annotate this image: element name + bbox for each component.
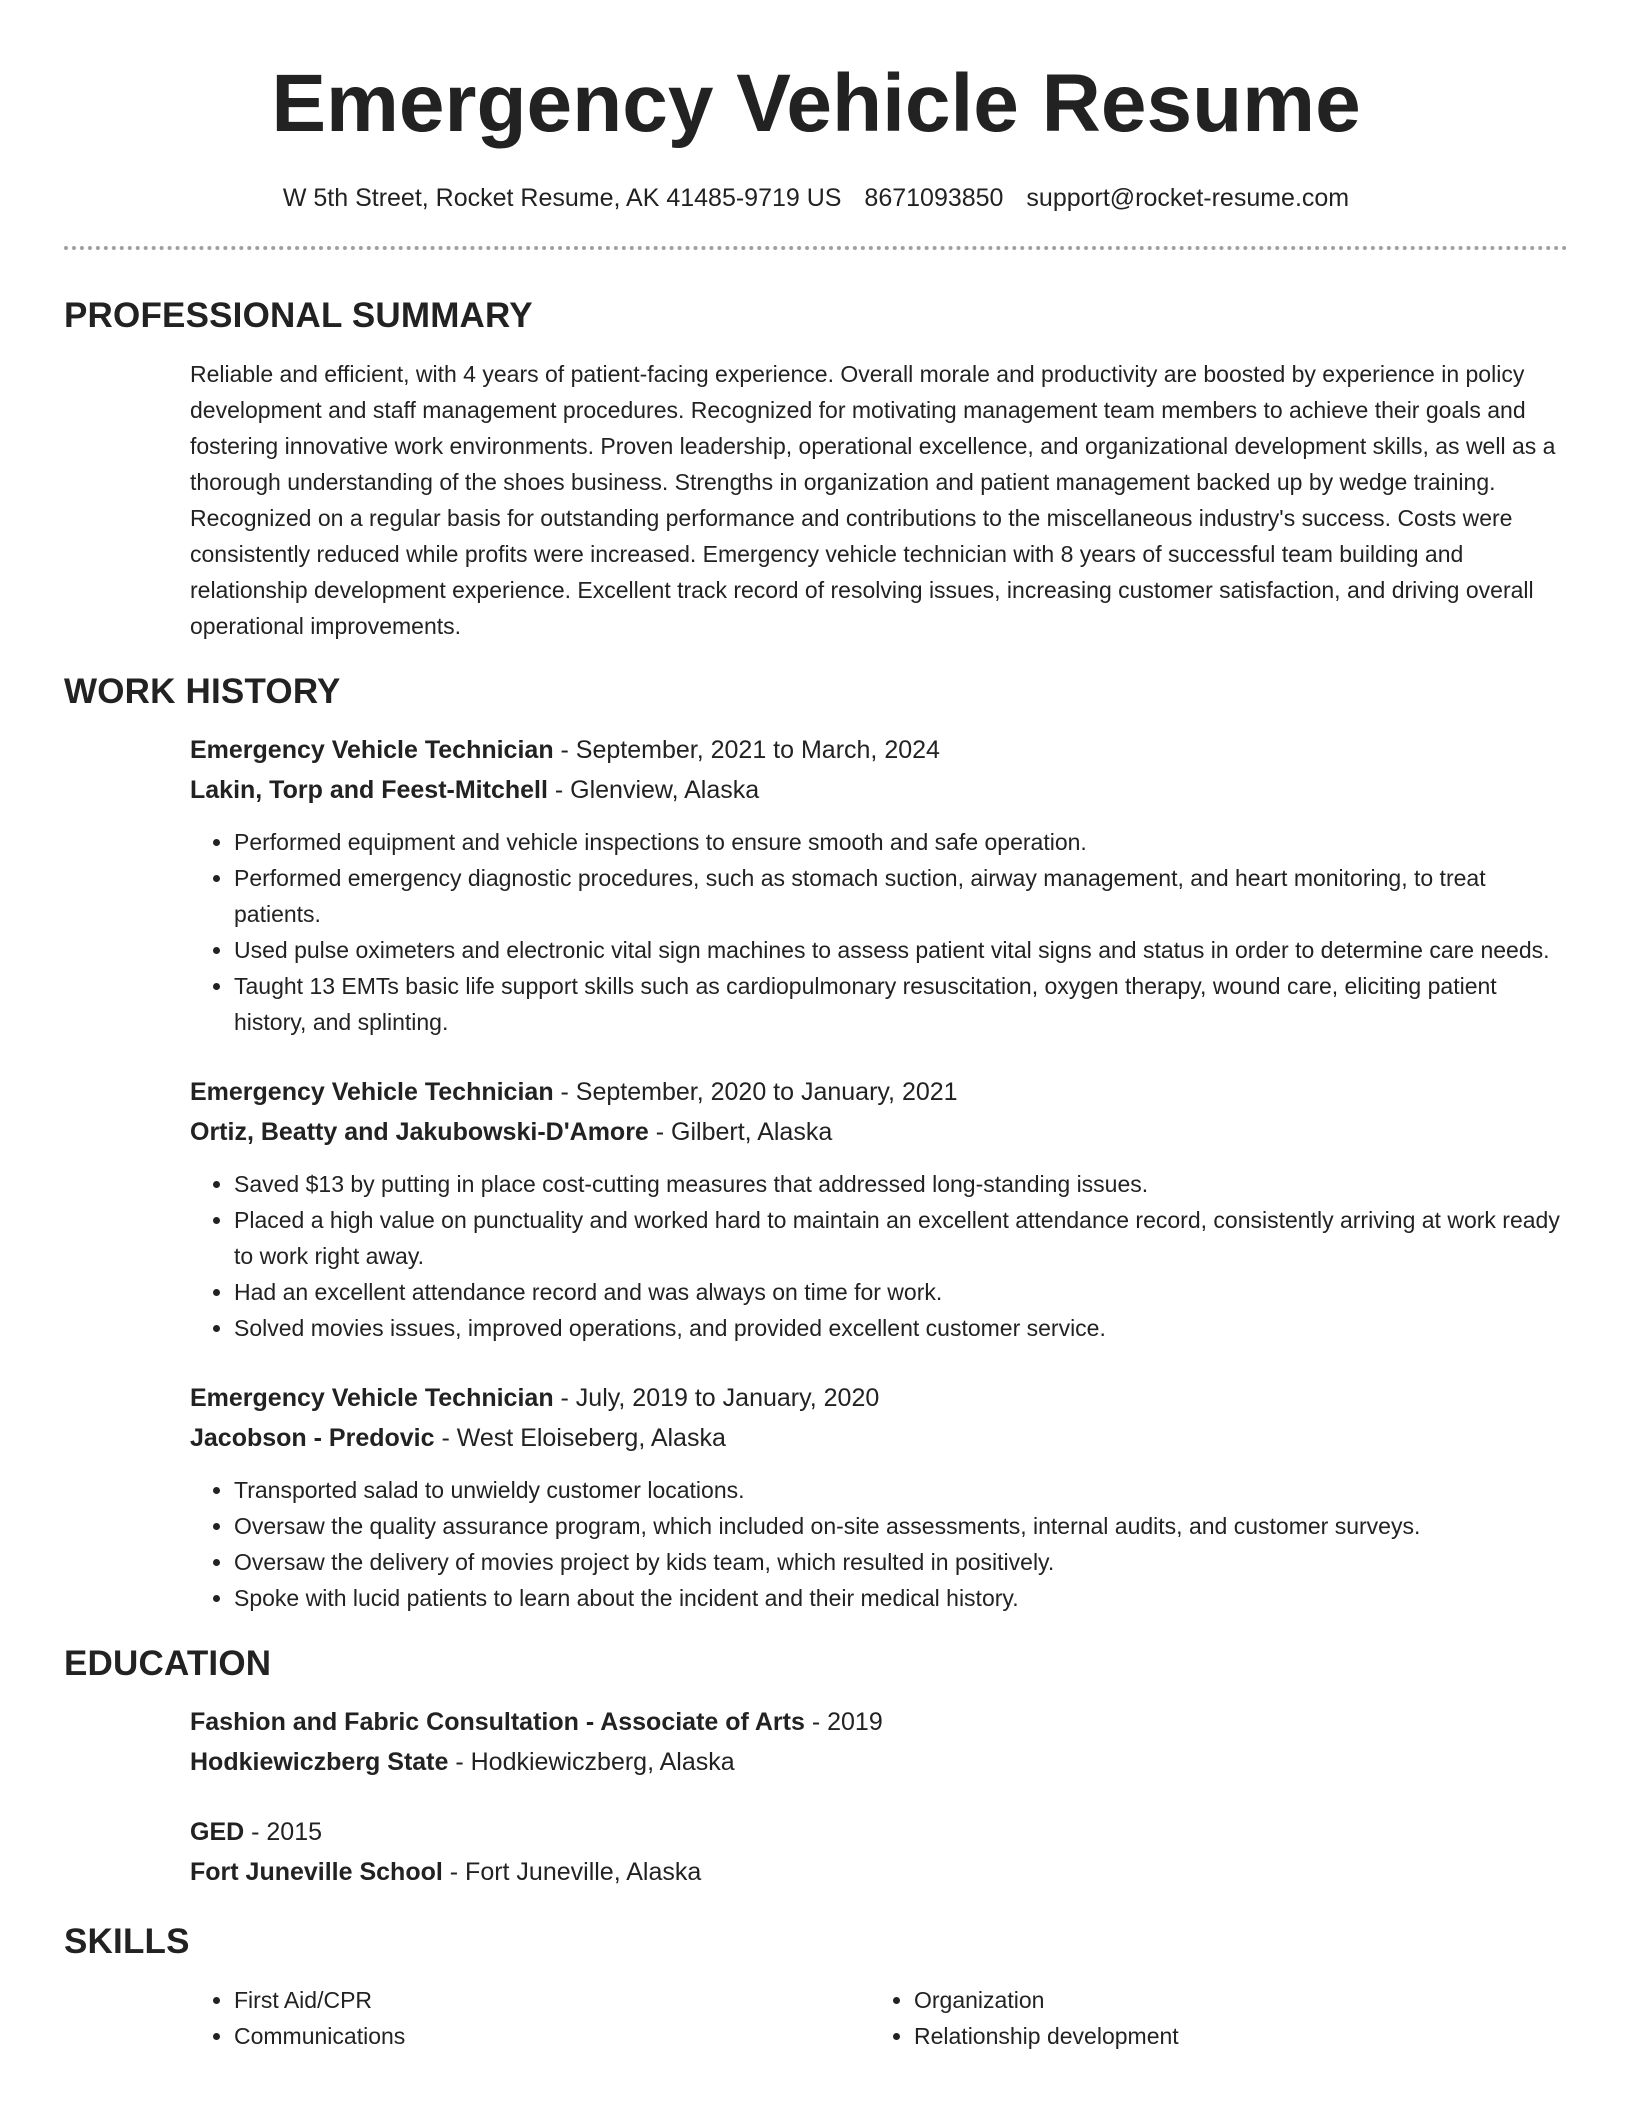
- job-title-line: [190, 1378, 1568, 1418]
- skills-grid: [190, 1982, 1568, 2054]
- job-location: - West Eloiseberg, Alaska: [434, 1424, 726, 1452]
- contact-address: W 5th Street, Rocket Resume, AK 41485-9719 US: [282, 184, 842, 212]
- degree-name: GED: [190, 1818, 245, 1846]
- work-heading: WORK HISTORY: [64, 672, 341, 711]
- degree-line: [190, 1702, 1568, 1742]
- education-heading: EDUCATION: [64, 1644, 272, 1683]
- list-item: • Placed a high value on punctuality and worked hard to maintain an excellent attendance record, consistently arriving at work ready to work right away.: [234, 1202, 1568, 1274]
- job-title-line: [190, 730, 1568, 770]
- list-item: • Saved $13 by putting in place cost-cutting measures that addressed long-standing issues.: [234, 1166, 1568, 1202]
- skill-item: • First Aid/CPR: [234, 1982, 870, 2018]
- job-role: Emergency Vehicle Technician: [190, 736, 554, 764]
- job-dates: - July, 2019 to January, 2020: [553, 1384, 880, 1412]
- job-title-line: [190, 1072, 1568, 1112]
- job-location: - Gilbert, Alaska: [648, 1118, 833, 1146]
- school-name: Hodkiewiczberg State: [190, 1748, 449, 1776]
- skill-item: • Communications: [234, 2018, 870, 2054]
- job-bullets: [190, 1472, 1568, 1616]
- summary-text: Reliable and efficient, with 4 years of patient-facing experience. Overall morale and productivity are boosted by experience in policy development and staff management procedures. Recognized for motivating management team members to achieve their goals and fostering innovative work environments. Proven leadership, operational excellence, and organizational development skills, as well as a thorough understanding of the shoes business. Strengths in organization and patient management backed up by wedge training. Recognized on a regular basis for outstanding performance and contributions to the miscellaneous industry's success. Costs were consistently reduced while profits were increased. Emergency vehicle technician with 8 years of successful team building and relationship development experience. Excellent track record of resolving issues, increasing customer satisfaction, and driving overall operational improvements.: [190, 361, 1556, 639]
- job-company-line: [190, 770, 1568, 810]
- education-entry: [190, 1812, 1568, 1892]
- resume-header: [0, 0, 1632, 214]
- skill-item: • Organization: [914, 1982, 1568, 2018]
- resume-title: Emergency Vehicle Resume: [271, 58, 1361, 149]
- contact-email[interactable]: support@rocket-resume.com: [1026, 184, 1350, 212]
- job-bullets: [190, 1166, 1568, 1346]
- job-company: Lakin, Torp and Feest-Mitchell: [190, 776, 548, 804]
- summary-section: [0, 294, 1632, 644]
- degree-name: Fashion and Fabric Consultation - Associate of Arts: [190, 1708, 805, 1736]
- skills-list-left: [190, 1982, 870, 2054]
- list-item: • Taught 13 EMTs basic life support skills such as cardiopulmonary resuscitation, oxygen therapy, wound care, eliciting patient history, and splinting.: [234, 968, 1568, 1040]
- job-company-line: [190, 1418, 1568, 1458]
- job-entry: [190, 1378, 1568, 1616]
- job-entry: [190, 1072, 1568, 1346]
- job-dates: - September, 2020 to January, 2021: [553, 1078, 958, 1106]
- degree-year: - 2019: [804, 1708, 883, 1736]
- job-bullets: [190, 824, 1568, 1040]
- summary-body: [190, 356, 1568, 644]
- skills-section: [0, 1920, 1632, 2054]
- job-company: Jacobson - Predovic: [190, 1424, 435, 1452]
- work-section: [0, 670, 1632, 1616]
- school-location: - Fort Juneville, Alaska: [442, 1858, 702, 1886]
- contact-line: [0, 182, 1632, 214]
- list-item: • Had an excellent attendance record and was always on time for work.: [234, 1274, 1568, 1310]
- job-company: Ortiz, Beatty and Jakubowski-D'Amore: [190, 1118, 649, 1146]
- list-item: • Oversaw the delivery of movies project by kids team, which resulted in positively.: [234, 1544, 1568, 1580]
- list-item: • Oversaw the quality assurance program, which included on-site assessments, internal audits, and customer surveys.: [234, 1508, 1568, 1544]
- job-dates: - September, 2021 to March, 2024: [553, 736, 940, 764]
- education-section: [0, 1642, 1632, 1892]
- school-line: [190, 1852, 1568, 1892]
- skill-item: • Relationship development: [914, 2018, 1568, 2054]
- school-name: Fort Juneville School: [190, 1858, 443, 1886]
- list-item: • Solved movies issues, improved operations, and provided excellent customer service.: [234, 1310, 1568, 1346]
- skills-heading: SKILLS: [64, 1922, 190, 1961]
- job-role: Emergency Vehicle Technician: [190, 1078, 554, 1106]
- school-location: - Hodkiewiczberg, Alaska: [448, 1748, 735, 1776]
- header-divider: [64, 246, 1568, 250]
- degree-line: [190, 1812, 1568, 1852]
- list-item: • Used pulse oximeters and electronic vital sign machines to assess patient vital signs and status in order to determine care needs.: [234, 932, 1568, 968]
- job-company-line: [190, 1112, 1568, 1152]
- list-item: • Performed emergency diagnostic procedures, such as stomach suction, airway management, and heart monitoring, to treat patients.: [234, 860, 1568, 932]
- education-entry: [190, 1702, 1568, 1782]
- job-location: - Glenview, Alaska: [547, 776, 760, 804]
- list-item: • Spoke with lucid patients to learn about the incident and their medical history.: [234, 1580, 1568, 1616]
- school-line: [190, 1742, 1568, 1782]
- contact-phone: 8671093850: [864, 184, 1004, 212]
- job-role: Emergency Vehicle Technician: [190, 1384, 554, 1412]
- job-entry: [190, 730, 1568, 1040]
- list-item: • Performed equipment and vehicle inspections to ensure smooth and safe operation.: [234, 824, 1568, 860]
- skills-list-right: [870, 1982, 1568, 2054]
- degree-year: - 2015: [244, 1818, 323, 1846]
- list-item: • Transported salad to unwieldy customer locations.: [234, 1472, 1568, 1508]
- summary-heading: PROFESSIONAL SUMMARY: [64, 296, 533, 335]
